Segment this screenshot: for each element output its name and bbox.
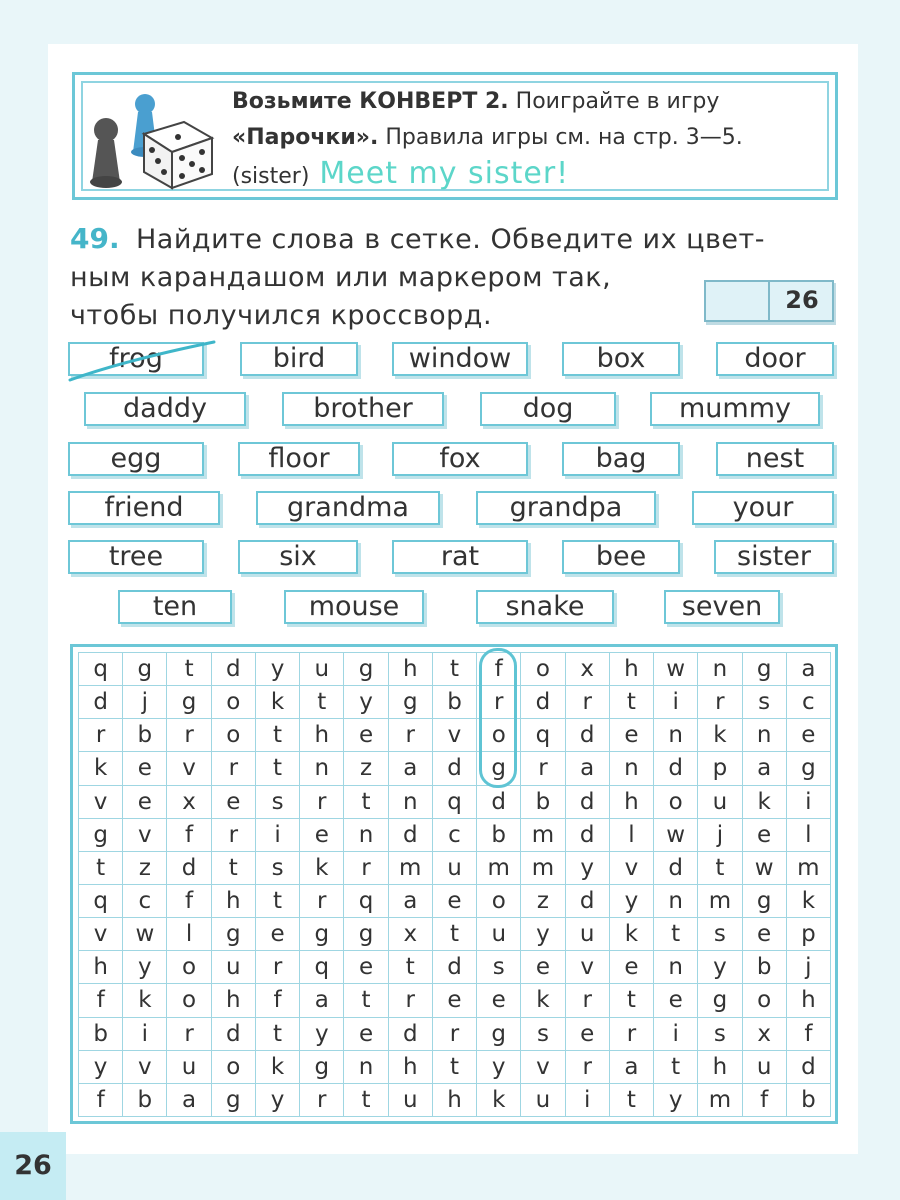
- grid-cell: b: [787, 1084, 831, 1117]
- grid-cell: y: [344, 686, 388, 719]
- grid-cell: i: [566, 1084, 610, 1117]
- grid-cell: v: [79, 786, 123, 819]
- grid-cell: d: [654, 852, 698, 885]
- grid-cell: y: [566, 852, 610, 885]
- word-box: tree: [68, 540, 204, 574]
- word-box: window: [392, 342, 528, 376]
- grid-cell: y: [123, 951, 167, 984]
- grid-cell: k: [610, 918, 654, 951]
- grid-cell: a: [389, 752, 433, 785]
- grid-cell: z: [521, 885, 565, 918]
- grid-cell: g: [698, 984, 742, 1017]
- word-box: friend: [68, 491, 220, 525]
- word-box: dog: [480, 392, 616, 426]
- grid-cell: r: [698, 686, 742, 719]
- grid-cell: m: [698, 885, 742, 918]
- grid-cell: m: [521, 852, 565, 885]
- grid-cell: b: [123, 719, 167, 752]
- grid-cell: t: [698, 852, 742, 885]
- grid-cell: e: [123, 786, 167, 819]
- grid-cell: u: [433, 852, 477, 885]
- grid-cell: t: [433, 918, 477, 951]
- grid-cell: l: [167, 918, 211, 951]
- grid-cell: r: [256, 951, 300, 984]
- grid-cell: a: [787, 653, 831, 686]
- grid-cell: o: [212, 719, 256, 752]
- page-number: 26: [0, 1132, 66, 1200]
- grid-cell: h: [389, 653, 433, 686]
- grid-cell: r: [610, 1018, 654, 1051]
- grid-cell: i: [256, 819, 300, 852]
- grid-cell: k: [256, 686, 300, 719]
- word-box: bird: [240, 342, 358, 376]
- grid-cell: d: [654, 752, 698, 785]
- count-box-divider: [768, 282, 770, 320]
- grid-cell: h: [610, 786, 654, 819]
- word-box: grandpa: [476, 491, 656, 525]
- word-box: snake: [476, 590, 614, 624]
- grid-cell: s: [256, 786, 300, 819]
- grid-cell: g: [787, 752, 831, 785]
- grid-cell: e: [433, 984, 477, 1017]
- grid-cell: e: [344, 719, 388, 752]
- word-count-box: [704, 280, 834, 322]
- grid-cell: o: [521, 653, 565, 686]
- grid-cell: g: [477, 1018, 521, 1051]
- word-box: frog: [68, 342, 204, 376]
- grid-cell: g: [477, 752, 521, 785]
- grid-cell: k: [521, 984, 565, 1017]
- grid-cell: r: [167, 1018, 211, 1051]
- envelope-line1-rest: Поиграйте в игру: [508, 89, 720, 114]
- grid-cell: x: [167, 786, 211, 819]
- grid-cell: e: [610, 719, 654, 752]
- grid-cell: d: [521, 686, 565, 719]
- grid-cell: d: [477, 786, 521, 819]
- grid-cell: d: [433, 752, 477, 785]
- word-box: brother: [282, 392, 444, 426]
- grid-cell: e: [787, 719, 831, 752]
- grid-cell: r: [389, 984, 433, 1017]
- grid-cell: s: [256, 852, 300, 885]
- grid-cell: k: [123, 984, 167, 1017]
- grid-cell: r: [521, 752, 565, 785]
- grid-cell: a: [566, 752, 610, 785]
- grid-cell: m: [698, 1084, 742, 1117]
- grid-cell: v: [566, 951, 610, 984]
- grid-cell: s: [698, 918, 742, 951]
- grid-cell: n: [344, 819, 388, 852]
- grid-cell: o: [743, 984, 787, 1017]
- grid-cell: e: [654, 984, 698, 1017]
- grid-cell: d: [787, 1051, 831, 1084]
- grid-cell: t: [389, 951, 433, 984]
- word-box: ten: [118, 590, 232, 624]
- grid-cell: e: [566, 1018, 610, 1051]
- grid-cell: y: [654, 1084, 698, 1117]
- grid-cell: l: [787, 819, 831, 852]
- grid-cell: u: [743, 1051, 787, 1084]
- grid-cell: y: [521, 918, 565, 951]
- word-box: your: [692, 491, 834, 525]
- grid-cell: d: [389, 1018, 433, 1051]
- word-box: grandma: [256, 491, 440, 525]
- grid-cell: m: [787, 852, 831, 885]
- grid-cell: x: [566, 653, 610, 686]
- grid-cell: x: [389, 918, 433, 951]
- grid-cell: r: [566, 984, 610, 1017]
- grid-cell: d: [566, 719, 610, 752]
- grid-cell: r: [79, 719, 123, 752]
- grid-cell: h: [300, 719, 344, 752]
- grid-cell: h: [610, 653, 654, 686]
- grid-cell: v: [521, 1051, 565, 1084]
- grid-cell: q: [300, 951, 344, 984]
- grid-cell: q: [344, 885, 388, 918]
- grid-cell: k: [698, 719, 742, 752]
- grid-cell: i: [123, 1018, 167, 1051]
- grid-cell: t: [79, 852, 123, 885]
- grid-cell: v: [123, 1051, 167, 1084]
- grid-cell: d: [566, 786, 610, 819]
- grid-cell: d: [433, 951, 477, 984]
- grid-cell: e: [743, 819, 787, 852]
- grid-cell: t: [610, 1084, 654, 1117]
- grid-cell: v: [79, 918, 123, 951]
- word-search-grid-frame: [70, 644, 838, 1124]
- grid-cell: g: [212, 1084, 256, 1117]
- envelope-bold-intro: Возьмите КОНВЕРТ 2.: [232, 89, 509, 114]
- game-pieces-dice-icon: [82, 82, 222, 192]
- grid-cell: t: [212, 852, 256, 885]
- game-name: «Парочки».: [232, 125, 379, 150]
- grid-cell: k: [79, 752, 123, 785]
- grid-cell: m: [389, 852, 433, 885]
- grid-cell: f: [167, 885, 211, 918]
- word-box: door: [716, 342, 834, 376]
- grid-cell: y: [256, 653, 300, 686]
- grid-cell: z: [123, 852, 167, 885]
- grid-cell: z: [344, 752, 388, 785]
- grid-cell: n: [300, 752, 344, 785]
- grid-cell: g: [79, 819, 123, 852]
- grid-cell: v: [433, 719, 477, 752]
- word-box: box: [562, 342, 680, 376]
- grid-cell: p: [787, 918, 831, 951]
- grid-cell: h: [433, 1084, 477, 1117]
- grid-cell: o: [654, 786, 698, 819]
- grid-cell: v: [610, 852, 654, 885]
- grid-cell: t: [256, 719, 300, 752]
- grid-cell: i: [654, 686, 698, 719]
- grid-cell: b: [743, 951, 787, 984]
- envelope-instructions: [232, 84, 832, 195]
- grid-cell: e: [344, 951, 388, 984]
- grid-cell: v: [123, 819, 167, 852]
- grid-cell: r: [212, 819, 256, 852]
- grid-cell: o: [167, 951, 211, 984]
- grid-cell: g: [300, 1051, 344, 1084]
- grid-cell: k: [787, 885, 831, 918]
- grid-cell: r: [212, 752, 256, 785]
- grid-cell: r: [167, 719, 211, 752]
- grid-cell: x: [743, 1018, 787, 1051]
- grid-cell: t: [654, 918, 698, 951]
- grid-cell: c: [787, 686, 831, 719]
- grid-cell: u: [521, 1084, 565, 1117]
- grid-cell: q: [521, 719, 565, 752]
- word-box: bag: [562, 442, 680, 476]
- grid-cell: a: [610, 1051, 654, 1084]
- grid-cell: g: [344, 918, 388, 951]
- grid-cell: n: [654, 885, 698, 918]
- grid-cell: e: [123, 752, 167, 785]
- grid-cell: u: [212, 951, 256, 984]
- grid-cell: w: [654, 819, 698, 852]
- grid-cell: r: [300, 786, 344, 819]
- grid-cell: n: [743, 719, 787, 752]
- grid-cell: h: [698, 1051, 742, 1084]
- grid-cell: d: [167, 852, 211, 885]
- word-box: seven: [664, 590, 780, 624]
- grid-cell: g: [743, 653, 787, 686]
- grid-cell: r: [344, 852, 388, 885]
- grid-cell: u: [698, 786, 742, 819]
- grid-cell: n: [698, 653, 742, 686]
- word-box: rat: [392, 540, 528, 574]
- grid-cell: n: [344, 1051, 388, 1084]
- grid-cell: e: [212, 786, 256, 819]
- grid-cell: b: [521, 786, 565, 819]
- word-box: floor: [238, 442, 360, 476]
- grid-cell: h: [79, 951, 123, 984]
- grid-cell: u: [300, 653, 344, 686]
- grid-cell: q: [79, 653, 123, 686]
- grid-cell: v: [167, 752, 211, 785]
- grid-cell: e: [433, 885, 477, 918]
- word-box: fox: [392, 442, 528, 476]
- grid-cell: d: [389, 819, 433, 852]
- grid-cell: t: [300, 686, 344, 719]
- grid-cell: b: [79, 1018, 123, 1051]
- exercise-text-line-3: чтобы получился кроссворд.: [70, 300, 493, 331]
- grid-cell: g: [167, 686, 211, 719]
- grid-cell: u: [389, 1084, 433, 1117]
- word-search-grid: [78, 652, 831, 1117]
- grid-cell: g: [344, 653, 388, 686]
- exercise-text-line-2: ным карандашом или маркером так,: [70, 262, 612, 293]
- grid-cell: e: [256, 918, 300, 951]
- grid-cell: g: [389, 686, 433, 719]
- grid-cell: n: [654, 719, 698, 752]
- grid-cell: b: [477, 819, 521, 852]
- grid-cell: y: [698, 951, 742, 984]
- grid-cell: i: [654, 1018, 698, 1051]
- grid-cell: h: [389, 1051, 433, 1084]
- grid-cell: o: [212, 686, 256, 719]
- grid-cell: o: [477, 885, 521, 918]
- grid-cell: a: [389, 885, 433, 918]
- grid-cell: t: [344, 1084, 388, 1117]
- exercise-number: 49.: [70, 222, 120, 255]
- grid-cell: g: [123, 653, 167, 686]
- grid-cell: d: [79, 686, 123, 719]
- grid-cell: k: [743, 786, 787, 819]
- grid-cell: p: [698, 752, 742, 785]
- grid-cell: e: [521, 951, 565, 984]
- word-box: sister: [714, 540, 834, 574]
- exercise-text-line-1: Найдите слова в сетке. Обведите их цвет-: [136, 224, 766, 255]
- grid-cell: b: [433, 686, 477, 719]
- envelope-word: (sister): [232, 164, 310, 189]
- grid-cell: t: [654, 1051, 698, 1084]
- grid-cell: n: [610, 752, 654, 785]
- word-box: bee: [562, 540, 680, 574]
- grid-cell: m: [477, 852, 521, 885]
- grid-cell: w: [743, 852, 787, 885]
- grid-cell: a: [167, 1084, 211, 1117]
- word-box: daddy: [84, 392, 246, 426]
- grid-cell: f: [79, 1084, 123, 1117]
- grid-cell: s: [698, 1018, 742, 1051]
- grid-cell: f: [79, 984, 123, 1017]
- grid-cell: g: [212, 918, 256, 951]
- grid-cell: t: [344, 984, 388, 1017]
- grid-cell: j: [698, 819, 742, 852]
- grid-cell: w: [123, 918, 167, 951]
- grid-cell: s: [477, 951, 521, 984]
- word-count: 26: [785, 286, 819, 314]
- meet-phrase: Meet my sister!: [319, 156, 570, 191]
- grid-cell: y: [256, 1084, 300, 1117]
- grid-cell: r: [477, 686, 521, 719]
- grid-cell: k: [477, 1084, 521, 1117]
- grid-cell: k: [300, 852, 344, 885]
- grid-cell: t: [256, 752, 300, 785]
- grid-cell: y: [477, 1051, 521, 1084]
- grid-cell: d: [212, 1018, 256, 1051]
- grid-cell: u: [566, 918, 610, 951]
- word-box: egg: [68, 442, 204, 476]
- grid-cell: f: [743, 1084, 787, 1117]
- grid-cell: e: [610, 951, 654, 984]
- grid-cell: a: [743, 752, 787, 785]
- grid-cell: d: [566, 885, 610, 918]
- grid-cell: n: [389, 786, 433, 819]
- grid-cell: f: [167, 819, 211, 852]
- grid-cell: t: [433, 1051, 477, 1084]
- grid-cell: s: [521, 1018, 565, 1051]
- grid-cell: q: [433, 786, 477, 819]
- grid-cell: r: [566, 686, 610, 719]
- grid-cell: y: [300, 1018, 344, 1051]
- grid-cell: j: [123, 686, 167, 719]
- grid-cell: m: [521, 819, 565, 852]
- grid-cell: t: [167, 653, 211, 686]
- grid-cell: s: [743, 686, 787, 719]
- word-box: nest: [716, 442, 834, 476]
- grid-cell: f: [787, 1018, 831, 1051]
- grid-cell: e: [344, 1018, 388, 1051]
- grid-cell: t: [433, 653, 477, 686]
- grid-cell: r: [389, 719, 433, 752]
- grid-cell: u: [167, 1051, 211, 1084]
- grid-cell: g: [743, 885, 787, 918]
- grid-cell: h: [212, 984, 256, 1017]
- grid-cell: t: [610, 984, 654, 1017]
- grid-cell: l: [610, 819, 654, 852]
- grid-cell: o: [212, 1051, 256, 1084]
- envelope-line2-rest: Правила игры см. на стр. 3—5.: [378, 125, 743, 150]
- grid-cell: t: [344, 786, 388, 819]
- grid-cell: h: [787, 984, 831, 1017]
- grid-cell: a: [300, 984, 344, 1017]
- word-box: mummy: [650, 392, 820, 426]
- grid-cell: h: [212, 885, 256, 918]
- grid-cell: f: [256, 984, 300, 1017]
- grid-cell: y: [79, 1051, 123, 1084]
- word-box: six: [238, 540, 358, 574]
- grid-cell: t: [610, 686, 654, 719]
- grid-cell: i: [787, 786, 831, 819]
- grid-cell: o: [167, 984, 211, 1017]
- grid-cell: q: [79, 885, 123, 918]
- grid-cell: j: [787, 951, 831, 984]
- grid-cell: n: [654, 951, 698, 984]
- grid-cell: r: [300, 1084, 344, 1117]
- grid-cell: y: [610, 885, 654, 918]
- grid-cell: r: [566, 1051, 610, 1084]
- grid-cell: w: [654, 653, 698, 686]
- word-box: mouse: [284, 590, 424, 624]
- grid-cell: d: [566, 819, 610, 852]
- grid-cell: d: [212, 653, 256, 686]
- grid-cell: o: [477, 719, 521, 752]
- grid-cell: g: [300, 918, 344, 951]
- grid-cell: c: [433, 819, 477, 852]
- grid-cell: k: [256, 1051, 300, 1084]
- grid-cell: e: [477, 984, 521, 1017]
- grid-cell: t: [256, 1018, 300, 1051]
- grid-cell: b: [123, 1084, 167, 1117]
- grid-cell: r: [433, 1018, 477, 1051]
- grid-cell: e: [300, 819, 344, 852]
- grid-cell: t: [256, 885, 300, 918]
- grid-cell: f: [477, 653, 521, 686]
- grid-cell: r: [300, 885, 344, 918]
- grid-cell: u: [477, 918, 521, 951]
- grid-cell: c: [123, 885, 167, 918]
- grid-cell: e: [743, 918, 787, 951]
